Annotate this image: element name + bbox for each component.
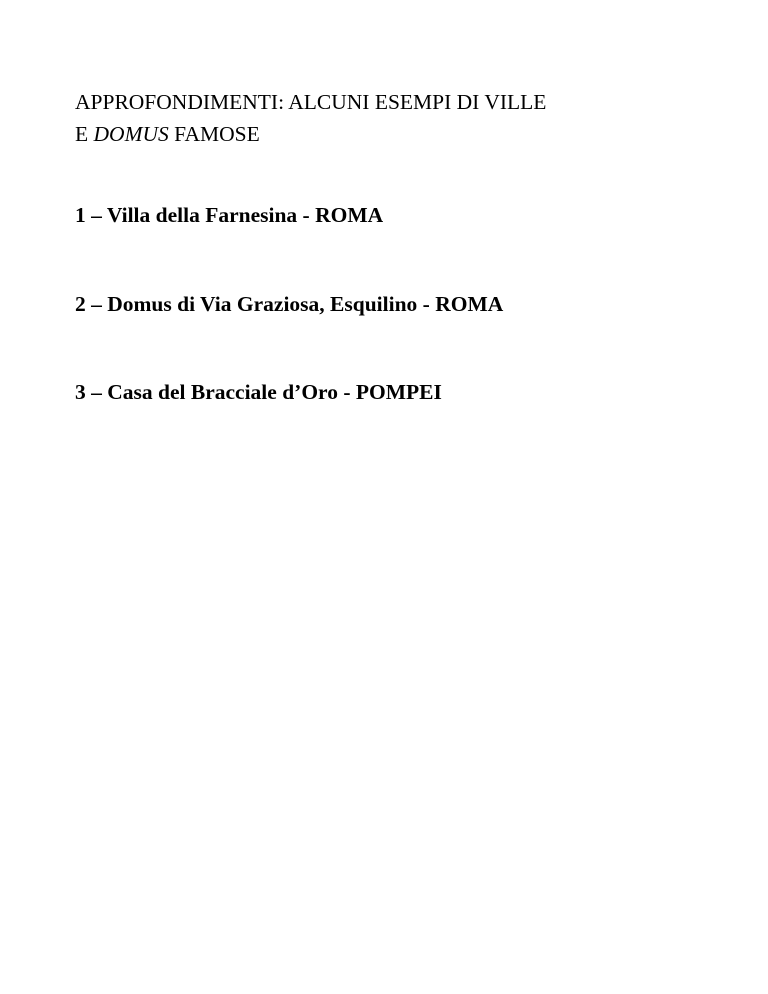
title-line-2-italic: DOMUS bbox=[93, 122, 169, 146]
title-line-1: APPROFONDIMENTI: ALCUNI ESEMPI DI VILLE bbox=[75, 90, 547, 114]
title-line-2-suffix: FAMOSE bbox=[168, 122, 260, 146]
list-item: 2 – Domus di Via Graziosa, Esquilino - ROMA bbox=[75, 292, 504, 316]
list-item: 3 – Casa del Bracciale d’Oro - POMPEI bbox=[75, 380, 442, 404]
list-item: 1 – Villa della Farnesina - ROMA bbox=[75, 203, 384, 227]
title-line-2-prefix: E bbox=[75, 122, 94, 146]
document-title bbox=[75, 86, 715, 150]
